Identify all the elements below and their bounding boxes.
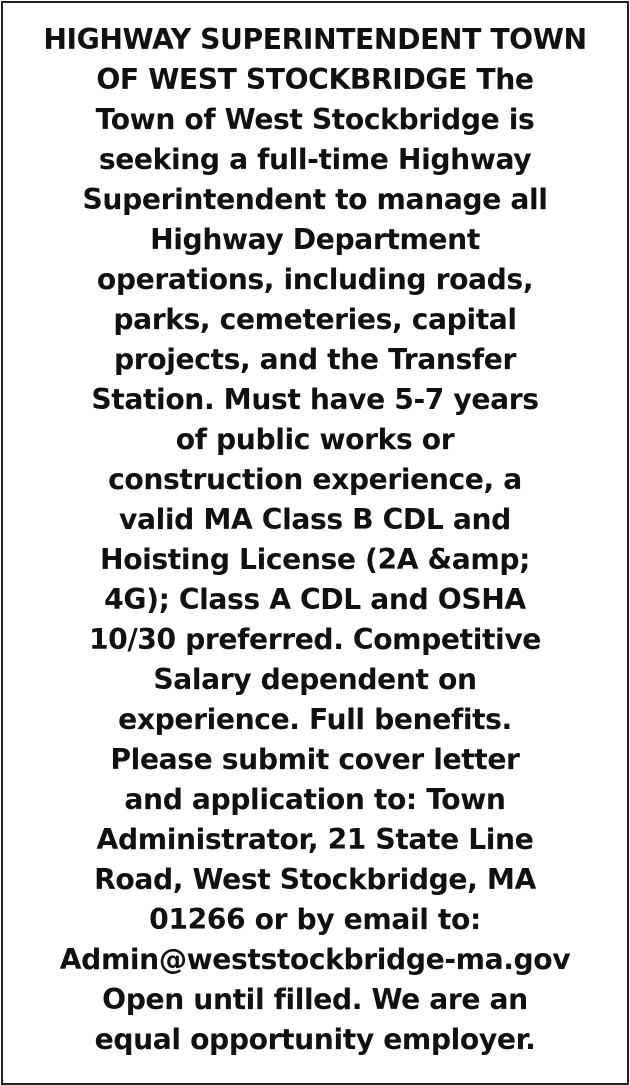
ad-line-17: Salary dependent on: [153, 663, 477, 696]
ad-line-2: OF WEST STOCKBRIDGE The: [96, 63, 534, 96]
ad-line-25: Open until filled. We are an: [102, 983, 528, 1016]
ad-line-23: 01266 or by email to:: [149, 903, 481, 936]
ad-line-3: Town of West Stockbridge is: [95, 103, 535, 136]
ad-line-6: Highway Department: [150, 223, 480, 256]
ad-line-9: projects, and the Transfer: [113, 343, 517, 376]
ad-line-5: Superintendent to manage all: [82, 183, 548, 216]
ad-line-20: and application to: Town: [124, 783, 506, 816]
ad-line-16: 10/30 preferred. Competitive: [88, 623, 542, 656]
ad-line-11: of public works or: [175, 423, 455, 456]
ad-line-24-email: Admin@weststockbridge-ma.gov: [59, 943, 571, 976]
ad-line-7: operations, including roads,: [96, 263, 534, 296]
ad-line-26: equal opportunity employer.: [94, 1023, 536, 1056]
ad-line-19: Please submit cover letter: [110, 743, 520, 776]
ad-line-13: valid MA Class B CDL and: [119, 503, 511, 536]
ad-line-10: Station. Must have 5-7 years: [91, 383, 539, 416]
ad-line-12: construction experience, a: [108, 463, 522, 496]
ad-line-8: parks, cemeteries, capital: [113, 303, 517, 336]
ad-line-1: HIGHWAY SUPERINTENDENT TOWN: [43, 23, 587, 56]
ad-line-4: seeking a full-time Highway: [98, 143, 532, 176]
ad-line-15: 4G); Class A CDL and OSHA: [104, 583, 526, 616]
ad-line-18: experience. Full benefits.: [118, 703, 512, 736]
classified-ad-frame: [1, 1, 629, 1085]
ad-line-14: Hoisting License (2A &amp;: [100, 543, 530, 576]
ad-line-21: Administrator, 21 State Line: [96, 823, 534, 856]
classified-ad-text: [3, 20, 627, 1060]
ad-line-22: Road, West Stockbridge, MA: [94, 863, 536, 896]
